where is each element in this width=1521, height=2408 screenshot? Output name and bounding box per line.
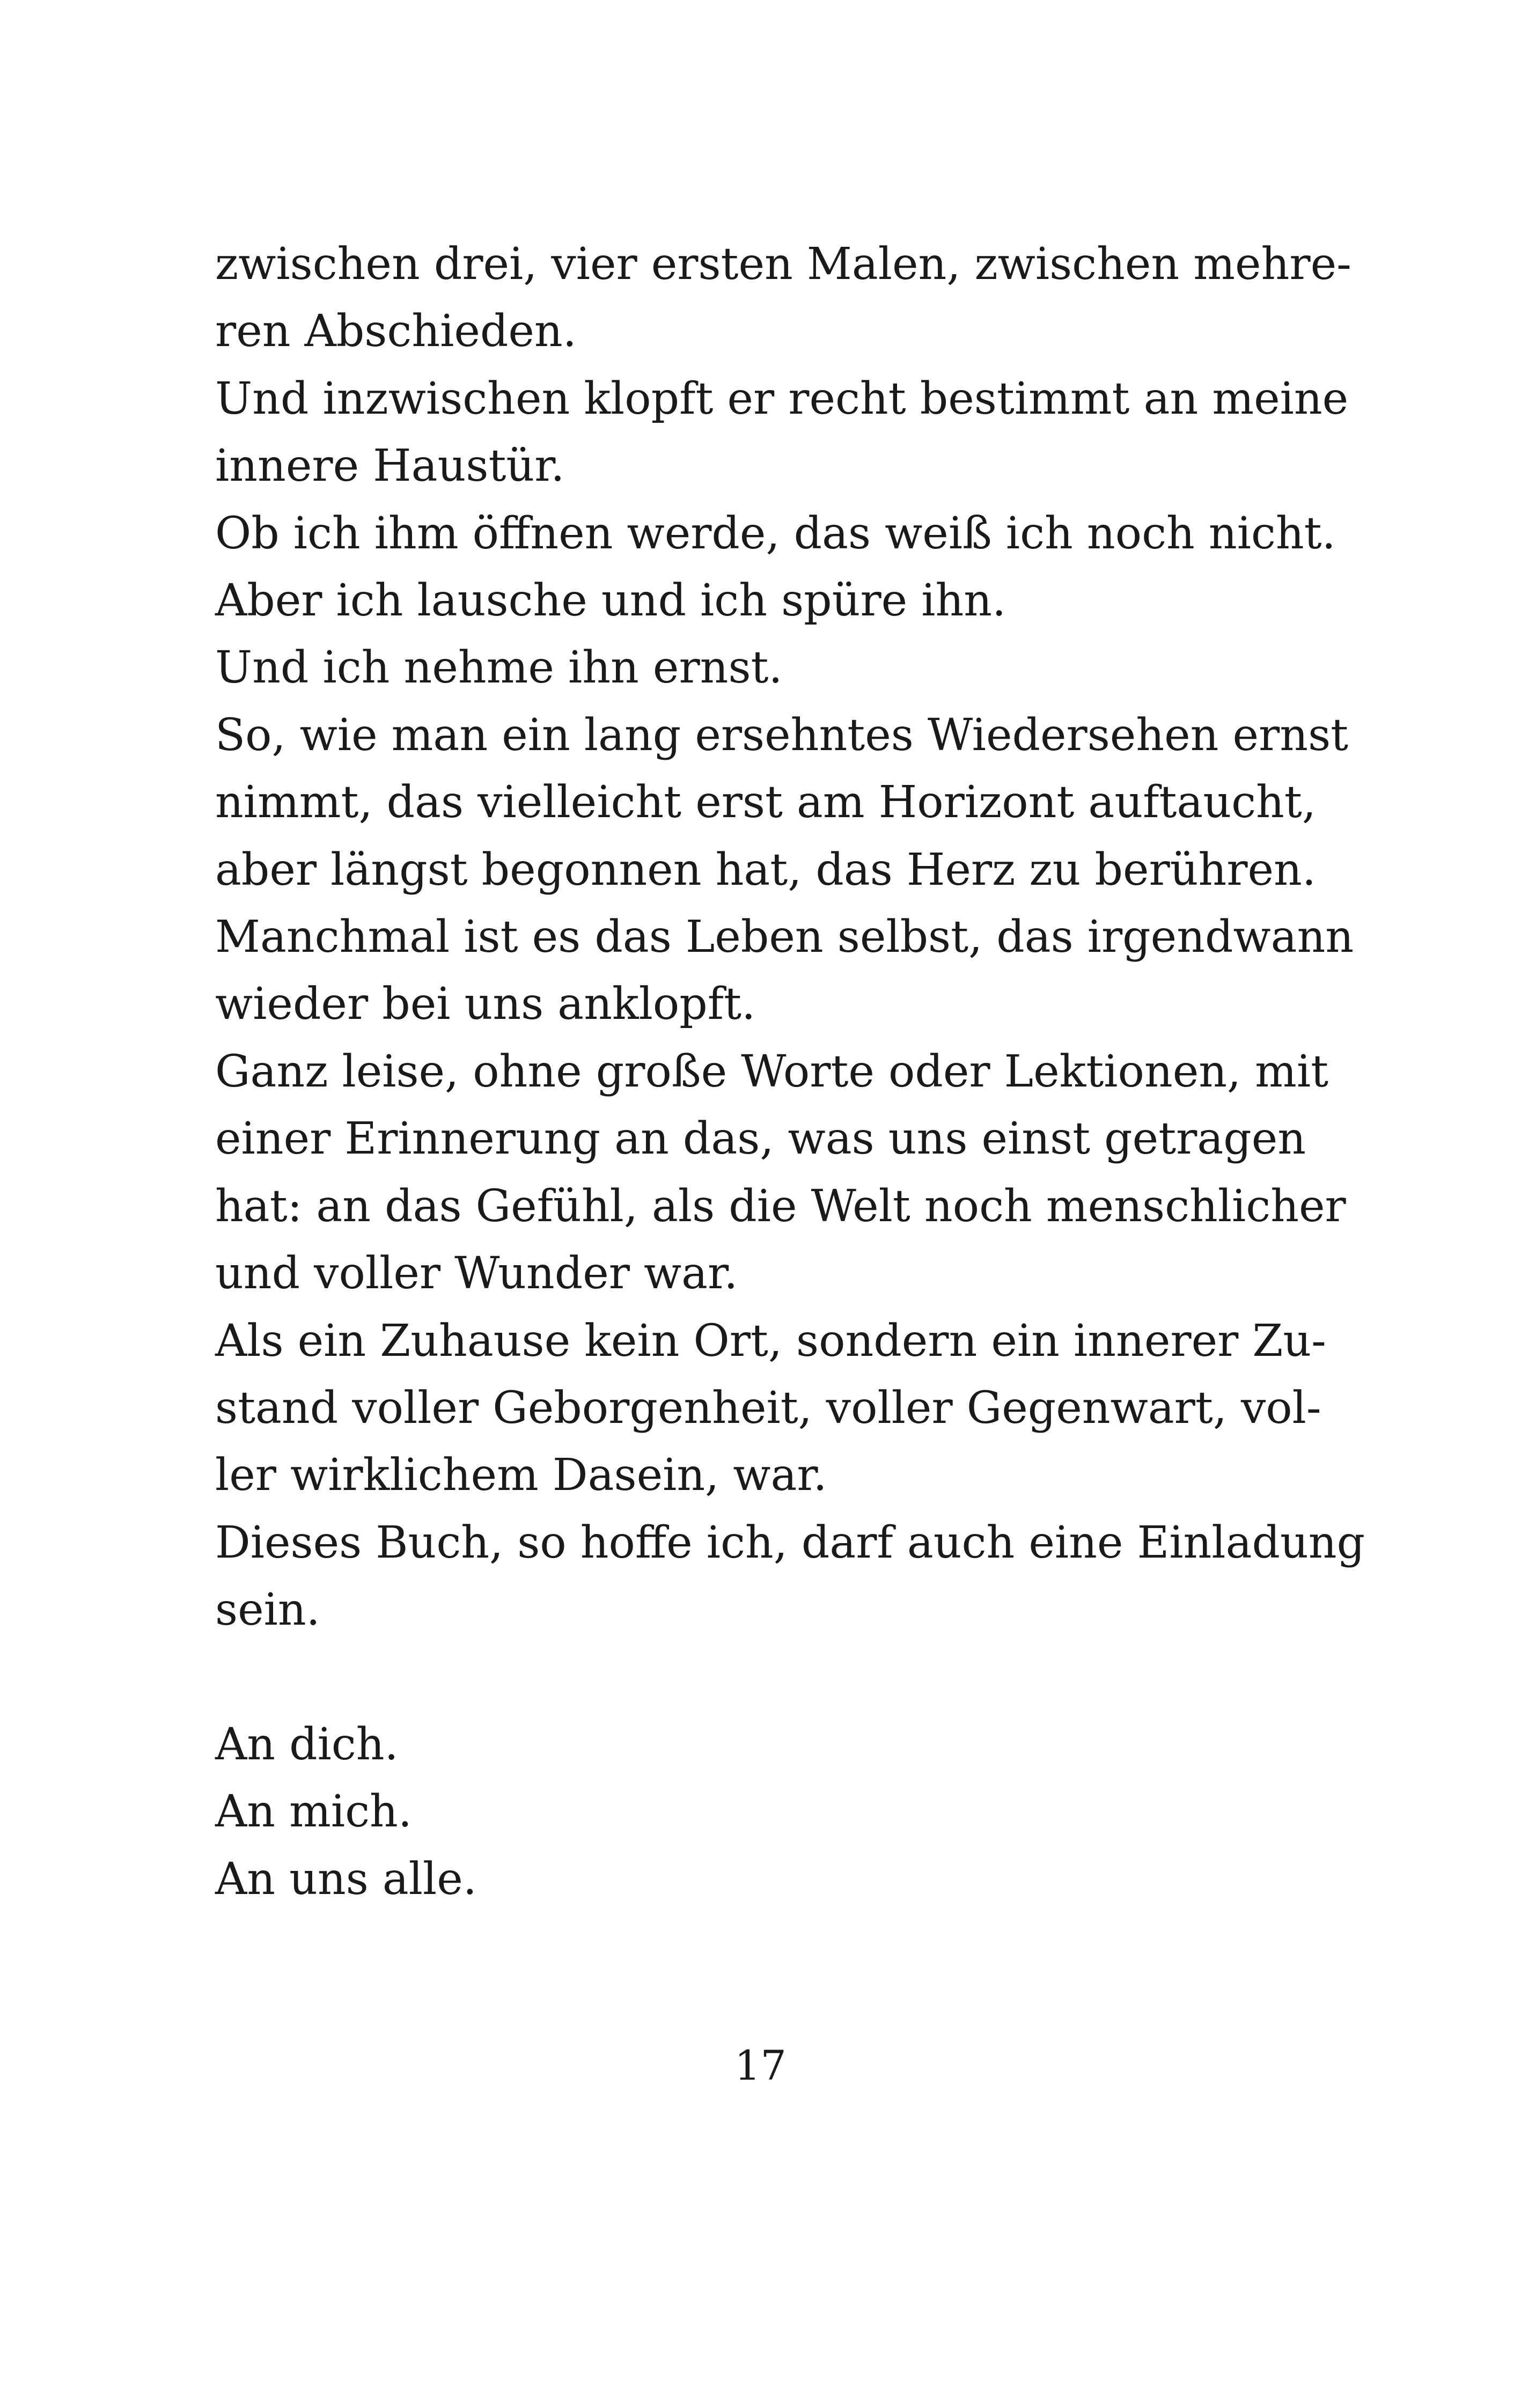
text-line: hat: an das Gefühl, als die Welt noch menschlicher — [215, 1180, 1346, 1232]
closing-line: An mich. — [215, 1786, 412, 1838]
text-line: ren Abschieden. — [215, 306, 577, 357]
text-line: innere Haustür. — [215, 441, 565, 492]
text-line: zwischen drei, vier ersten Malen, zwischen mehre- — [215, 239, 1351, 290]
text-line: Manchmal ist es das Leben selbst, das irgendwann — [215, 912, 1354, 963]
closing-line: An uns alle. — [215, 1853, 477, 1905]
text-line: Als ein Zuhause kein Ort, sondern ein innerer Zu- — [215, 1315, 1326, 1367]
text-line: Und inzwischen klopft er recht bestimmt an meine — [215, 373, 1349, 424]
text-line: aber längst begonnen hat, das Herz zu berühren. — [215, 844, 1316, 895]
text-line: und voller Wunder war. — [215, 1248, 738, 1300]
text-line: Ganz leise, ohne große Worte oder Lektionen, mit — [215, 1046, 1329, 1097]
text-line: einer Erinnerung an das, was uns einst getragen — [215, 1113, 1306, 1165]
text-line: wieder bei uns anklopft. — [215, 979, 756, 1030]
text-line: Dieses Buch, so hoffe ich, darf auch eine Einladung — [215, 1517, 1365, 1568]
text-line: stand voller Geborgenheit, voller Gegenwart, vol- — [215, 1382, 1321, 1434]
text-line: nimmt, das vielleicht erst am Horizont auftaucht, — [215, 777, 1316, 828]
text-line: ler wirklichem Dasein, war. — [215, 1450, 827, 1501]
text-line: Ob ich ihm öffnen werde, das weiß ich noch nicht. — [215, 508, 1336, 559]
page-number: 17 — [734, 2042, 787, 2089]
text-line: So, wie man ein lang ersehntes Wiedersehen ernst — [215, 709, 1349, 761]
text-line: Aber ich lausche und ich spüre ihn. — [215, 575, 1006, 627]
text-line: Und ich nehme ihn ernst. — [215, 642, 783, 694]
closing-line: An dich. — [215, 1719, 399, 1770]
text-line: sein. — [215, 1584, 320, 1636]
paragraph-gap — [215, 1644, 1342, 1711]
body-text — [215, 231, 1365, 1913]
